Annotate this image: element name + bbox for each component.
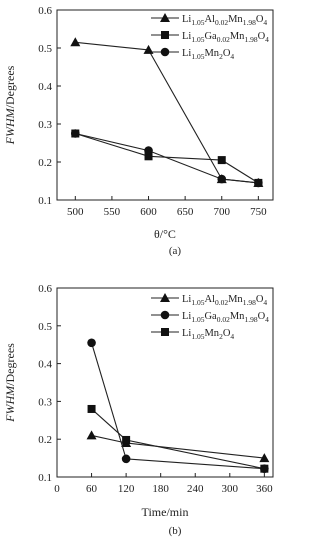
charta-ylabel-rest: /Degrees — [3, 65, 17, 109]
chartb-legend-text-part: 0.02 — [216, 315, 230, 324]
chartb-data-point-circle — [87, 339, 96, 348]
chartb-legend-label — [182, 328, 234, 341]
charta-legend-text-part: 4 — [265, 35, 269, 44]
chartb-legend-text-part: O — [222, 328, 231, 339]
charta-xtick-label: 750 — [250, 206, 267, 218]
chartb-legend-text-part: Li — [182, 294, 192, 305]
charta-legend-text-part: 4 — [263, 18, 268, 27]
chartb-xtick-label: 60 — [86, 483, 98, 495]
chartb-xlabel: Time/min — [141, 505, 189, 519]
charta-legend-text-part: 0.02 — [214, 18, 229, 27]
charta-ylabel-italic: FWHM — [3, 108, 17, 145]
charta-legend-text-part: 1.98 — [242, 18, 256, 27]
chartb-data-point-square — [122, 436, 130, 444]
chartb-ytick-label: 0.2 — [38, 434, 52, 447]
chartb-xtick-label: 240 — [186, 483, 204, 495]
chartb-legend-text-part: Li — [182, 328, 192, 339]
chartb-legend-text-part: 1.05 — [191, 298, 205, 307]
chartb-legend-text-part: 4 — [265, 315, 269, 324]
charta-series-line-circle — [75, 134, 258, 183]
charta-legend-text-part: 1.05 — [191, 18, 205, 27]
charta-group — [3, 5, 273, 257]
chartb-legend-text-part: Mn — [228, 294, 243, 305]
chartb-legend-text-part: Al — [204, 294, 215, 305]
charta-ylabel — [3, 65, 17, 145]
charta-xtick-label: 650 — [176, 206, 194, 218]
charta-legend-label — [182, 14, 267, 27]
charta-xtick-label: 700 — [213, 206, 230, 218]
chartb-legend-text-part: O — [257, 311, 266, 322]
charta-data-point-triangle — [70, 37, 80, 46]
charta-legend-text-part: Li — [182, 14, 192, 25]
chartb-data-point-circle — [122, 455, 131, 464]
charta-legend-text-part: Li — [182, 31, 192, 42]
chartb-legend-text-part: O — [255, 294, 264, 305]
chartb-xtick-label: 360 — [256, 483, 273, 495]
charta-legend-text-part: Ga — [204, 31, 217, 42]
charta-legend-text-part: Mn — [204, 48, 220, 59]
chartb-series-line-square — [92, 409, 265, 469]
chartb-legend-marker-square — [161, 328, 169, 336]
charta-legend-text-part: O — [255, 14, 264, 25]
chartb-ytick-label: 0.6 — [38, 283, 52, 295]
charta-data-point-circle — [71, 129, 80, 138]
chartb-ytick-label: 0.5 — [38, 320, 52, 333]
chartb-legend-text-part: 1.98 — [244, 315, 258, 324]
charta-xtick-label: 500 — [67, 206, 84, 218]
charta-xlabel: θ/°C — [154, 227, 176, 241]
chartb-legend-text-part: Mn — [204, 328, 220, 339]
chartb-legend-text-part: 1.98 — [242, 298, 256, 307]
chartb-panel-label: (b) — [168, 525, 182, 537]
charta-legend-text-part: O — [222, 48, 231, 59]
chartb-ylabel-rest: /Degrees — [3, 343, 17, 386]
charta-legend-text-part: Li — [182, 48, 192, 59]
charta-data-point-square — [218, 156, 226, 164]
charta-data-point-circle — [144, 146, 153, 155]
charta-legend-marker-circle — [161, 48, 170, 57]
chartb-xtick-label: 300 — [221, 483, 239, 495]
chartb-legend-text-part: Mn — [229, 311, 245, 322]
chartb-data-point-square — [260, 465, 268, 473]
charta-data-point-circle — [217, 175, 226, 184]
charta-legend-text-part: 4 — [230, 52, 235, 61]
chartb-xtick-label: 0 — [54, 483, 60, 495]
charta-ytick-label: 0.2 — [38, 157, 52, 169]
charta-ytick-label: 0.5 — [38, 43, 52, 55]
charta-legend-text-part: O — [257, 31, 266, 42]
charta-ytick-label: 0.4 — [38, 81, 52, 93]
charta-legend-text-part: 1.98 — [244, 35, 258, 44]
charta-legend-text-part: 0.02 — [216, 35, 230, 44]
chartb-ytick-label: 0.4 — [38, 358, 52, 371]
charta-legend-text-part: Mn — [228, 14, 243, 25]
charta-legend-marker-square — [161, 31, 169, 39]
charta-data-point-circle — [254, 179, 263, 188]
chartb-series-line-circle — [92, 343, 265, 469]
chartb-legend-text-part: 4 — [230, 332, 235, 341]
chartb-ytick-label: 0.3 — [38, 396, 52, 409]
chartb-legend-text-part: 1.05 — [191, 315, 205, 324]
chartb-legend-text-part: 2 — [219, 332, 223, 341]
charta-legend-text-part: 1.05 — [191, 35, 205, 44]
chartb-xtick-label: 120 — [117, 483, 135, 495]
chartb-xtick-label: 180 — [152, 483, 169, 495]
chartb-legend-text-part: 4 — [263, 298, 268, 307]
chartb-legend-label — [182, 294, 267, 307]
charta-legend-text-part: 1.05 — [191, 52, 205, 61]
chartb-legend-marker-circle — [161, 311, 170, 320]
chartb-legend-label — [182, 311, 269, 324]
chartb-ytick-label: 0.1 — [38, 472, 52, 484]
chartb-group — [3, 283, 273, 537]
chartb-ylabel — [3, 343, 17, 423]
chartb-data-point-square — [88, 405, 96, 413]
chartb-ylabel-italic: FWHM — [3, 385, 17, 422]
charta-legend-label — [182, 31, 269, 44]
charta-ytick-label: 0.1 — [38, 195, 52, 207]
charta-xtick-label: 550 — [103, 206, 121, 218]
charta-ytick-label: 0.6 — [38, 5, 52, 17]
chartb-legend-text-part: Ga — [204, 311, 217, 322]
charta-series-line-triangle — [75, 42, 258, 183]
chartb-legend-text-part: Li — [182, 311, 192, 322]
chartb-legend-text-part: 0.02 — [214, 298, 229, 307]
charta-legend-text-part: Al — [204, 14, 215, 25]
chartb-data-point-triangle — [87, 430, 97, 439]
chartb-legend-text-part: 1.05 — [191, 332, 205, 341]
charta-legend-text-part: 2 — [219, 52, 223, 61]
charta-legend-text-part: Mn — [229, 31, 245, 42]
charta-ytick-label: 0.3 — [38, 119, 52, 131]
charta-legend-label — [182, 48, 234, 61]
charta-xtick-label: 600 — [140, 206, 157, 218]
chartb-series-line-triangle — [92, 435, 265, 458]
charta-panel-label: (a) — [168, 245, 182, 257]
